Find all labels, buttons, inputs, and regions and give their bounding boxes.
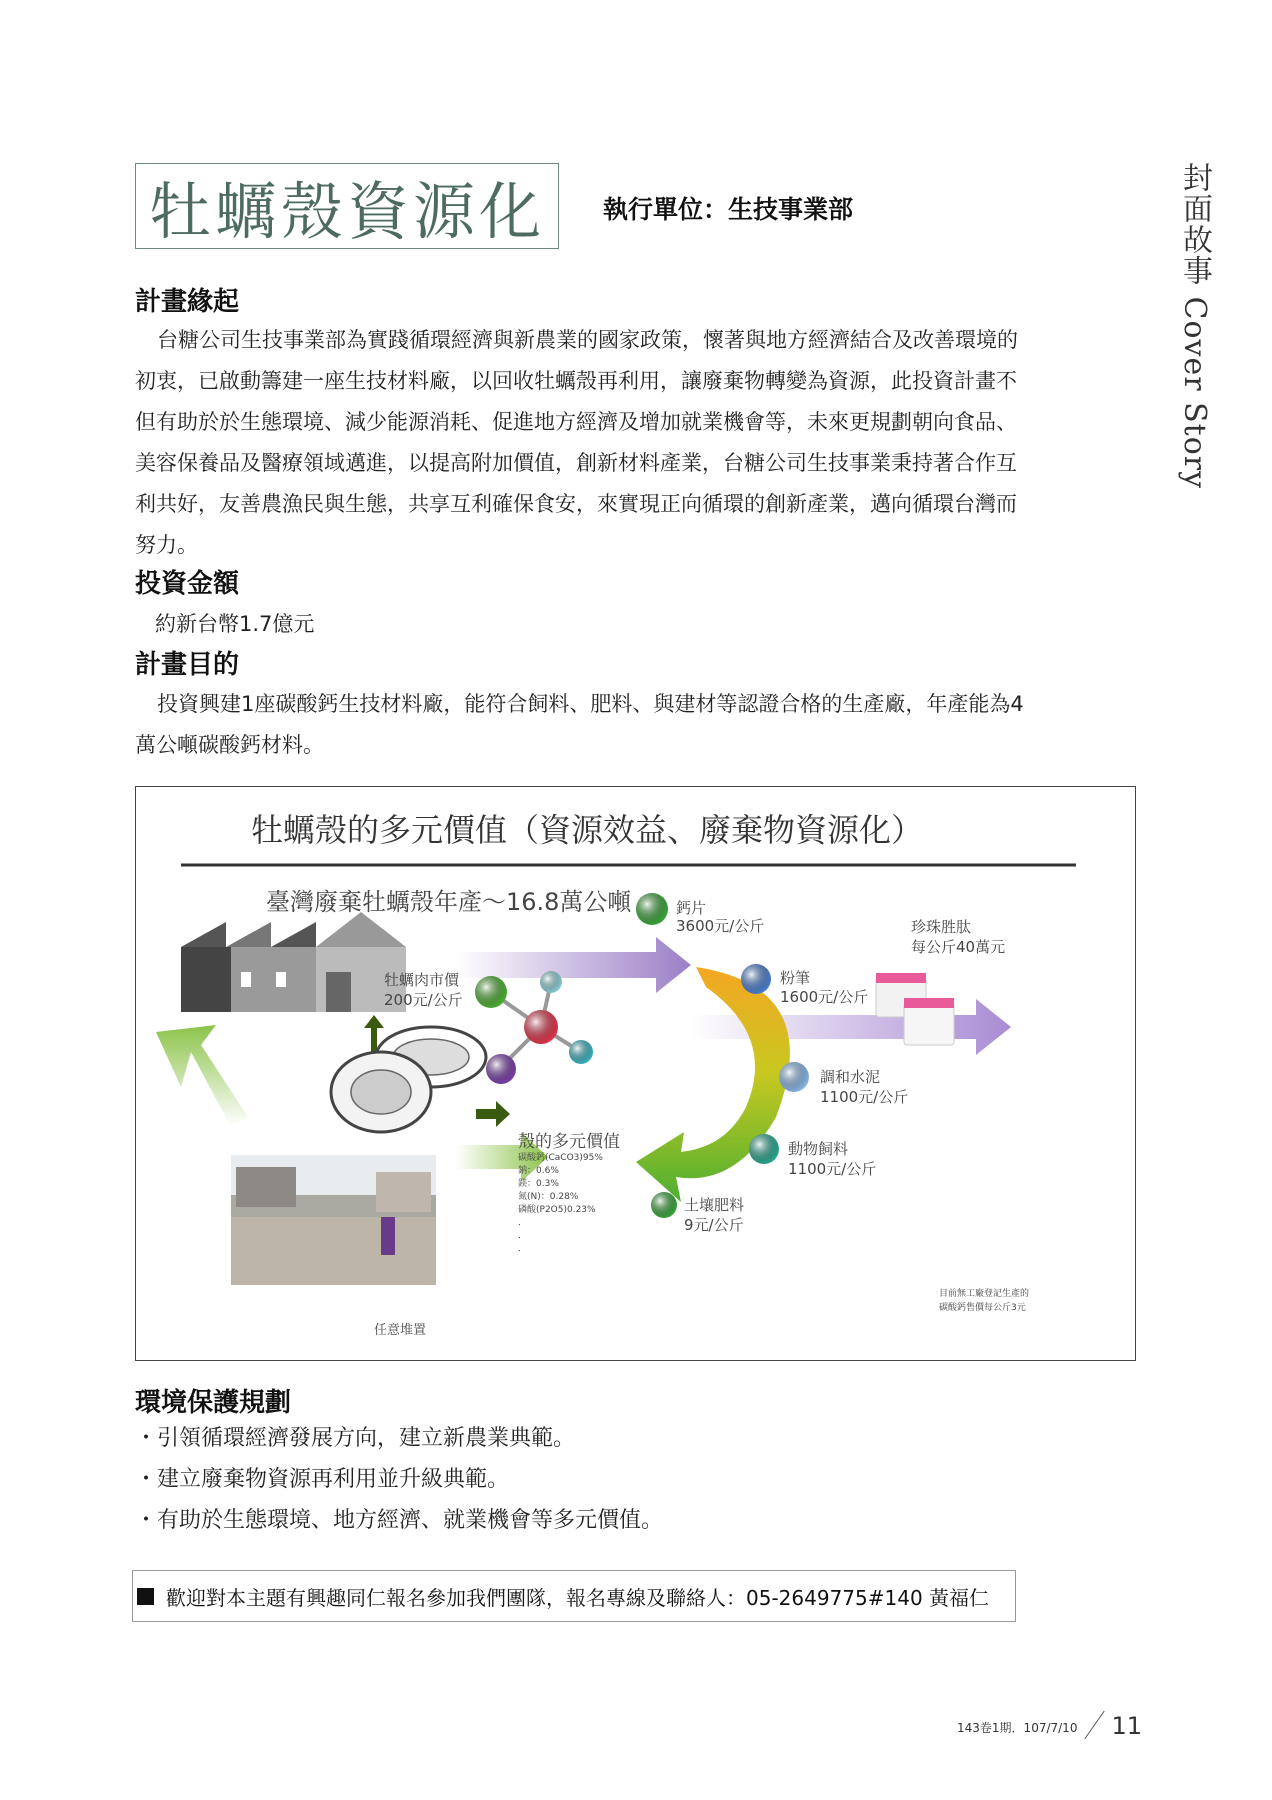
contact-notice-text: 歡迎對本主題有興趣同仁報名參加我們團隊，報名專線及聯絡人：05-2649775#140 黃福仁 <box>166 1585 990 1610</box>
goal-line: 萬公噸碳酸鈣材料。 <box>135 733 324 757</box>
product-soil-fertilizer <box>684 1195 744 1235</box>
issue-info: 143卷1期．107/7/10 <box>957 1721 1078 1735</box>
figure-footnote <box>939 1287 1029 1315</box>
product-animal-feed <box>788 1139 876 1179</box>
origin-line: 但有助於於生態環境、減少能源消耗、促進地方經濟及增加就業機會等，未來更規劃朝向食品、 <box>135 410 1017 434</box>
product-name: 鈣片 <box>676 899 707 917</box>
origin-paragraph <box>135 320 1137 566</box>
composition-item: 鈉：0.6% <box>518 1166 559 1176</box>
product-price: 1600元/公斤 <box>780 988 869 1006</box>
origin-line: 美容保養品及醫療領域邁進，以提高附加價值，創新材料產業，台糖公司生技事業秉持著合作互 <box>135 451 1017 475</box>
oyster-price-value: 200元/公斤 <box>384 991 463 1009</box>
product-cement <box>820 1067 908 1107</box>
origin-line: 台糖公司生技事業部為實踐循環經濟與新農業的國家政策，懷著與地方經濟結合及改善環境的 <box>157 328 1018 352</box>
molecule-icon <box>475 971 593 1084</box>
product-price: 9元/公斤 <box>684 1216 744 1234</box>
factory-icon <box>181 912 406 1012</box>
env-heading: 環境保護規劃 <box>135 1388 292 1418</box>
executing-unit: 執行單位：生技事業部 <box>603 195 854 224</box>
env-list-item: ・建立廢棄物資源再利用並升級典範。 <box>135 1467 510 1492</box>
composition-item: 磷酸(P2O5)0.23% <box>518 1205 596 1215</box>
product-name: 粉筆 <box>780 969 811 987</box>
pearl-peptide-label <box>911 917 1005 957</box>
composition-item: ． <box>518 1244 528 1254</box>
composition-list <box>518 1152 603 1256</box>
oyster-price-label: 牡蠣肉市價 <box>384 971 460 989</box>
origin-heading: 計畫緣起 <box>135 287 240 317</box>
dark-arrow-right <box>476 1101 510 1127</box>
page-footer <box>957 1710 1142 1740</box>
product-price: 1100元/公斤 <box>788 1160 877 1178</box>
product-name: 土壤肥料 <box>684 1196 745 1214</box>
section-side-title: 封面故事 Cover Story <box>1177 162 1212 490</box>
product-name: 調和水泥 <box>820 1068 881 1086</box>
goal-paragraph <box>135 684 1137 766</box>
pile-label: 任意堆置 <box>374 1323 427 1338</box>
goal-heading: 計畫目的 <box>135 650 240 680</box>
product-name: 動物飼料 <box>788 1140 849 1158</box>
cycle-arrow <box>636 967 790 1202</box>
pearl-peptide-name: 珍珠胜肽 <box>911 918 972 936</box>
oyster-pile-photo <box>231 1155 436 1285</box>
composition-item: ． <box>518 1218 528 1228</box>
pearl-peptide-price: 每公斤40萬元 <box>911 938 1006 956</box>
origin-line: 初衷，已啟動籌建一座生技材料廠，以回收牡蠣殼再利用，讓廢棄物轉變為資源，此投資計畫不 <box>135 369 1017 393</box>
figure-graphics <box>136 787 1137 1362</box>
origin-line: 努力。 <box>135 533 198 557</box>
slash-divider <box>1083 1710 1107 1740</box>
composition-item: 鎂：0.3% <box>518 1179 559 1189</box>
invest-amount: 約新台幣1.7億元 <box>155 612 315 636</box>
multi-value-label: 殼的多元價值 <box>518 1132 620 1152</box>
origin-line: 利共好，友善農漁民與生態，共享互利確保食安，來實現正向循環的創新產業，邁向循環台灣而 <box>135 492 1017 516</box>
env-list <box>135 1418 663 1541</box>
product-chalk <box>780 969 868 1007</box>
article-title-box <box>135 163 559 249</box>
goal-line: 投資興建1座碳酸鈣生技材料廠，能符合飼料、肥料、與建材等認證合格的生產廠，年產能為4 <box>157 692 1024 716</box>
product-calcium-tablet <box>676 899 764 935</box>
footnote-line: 目前無工廠登記生產的 <box>939 1289 1030 1299</box>
article-title: 牡蠣殼資源化 <box>148 174 545 248</box>
product-price: 3600元/公斤 <box>676 917 765 935</box>
page-number: 11 <box>1111 1712 1142 1740</box>
invest-heading: 投資金額 <box>135 569 240 599</box>
composition-item: 氮(N)：0.28% <box>518 1192 579 1202</box>
figure-subtitle: 臺灣廢棄牡蠣殼年產～16.8萬公噸 <box>266 888 632 916</box>
composition-item: 碳酸鈣(CaCO3)95% <box>518 1153 603 1163</box>
contact-notice <box>132 1570 1016 1622</box>
green-arrow-up <box>156 1025 248 1127</box>
footnote-line: 碳酸鈣售價每公斤3元 <box>939 1303 1026 1313</box>
oyster-value-figure <box>135 786 1136 1361</box>
env-list-item: ・引領循環經濟發展方向，建立新農業典範。 <box>135 1426 576 1451</box>
product-price: 1100元/公斤 <box>820 1088 909 1106</box>
oyster-shells-icon <box>331 1027 486 1132</box>
square-bullet-icon <box>137 1588 154 1605</box>
composition-item: ． <box>518 1231 528 1241</box>
figure-title: 牡蠣殼的多元價值（資源效益、廢棄物資源化） <box>251 811 924 849</box>
env-list-item: ・有助於生態環境、地方經濟、就業機會等多元價值。 <box>135 1508 664 1533</box>
